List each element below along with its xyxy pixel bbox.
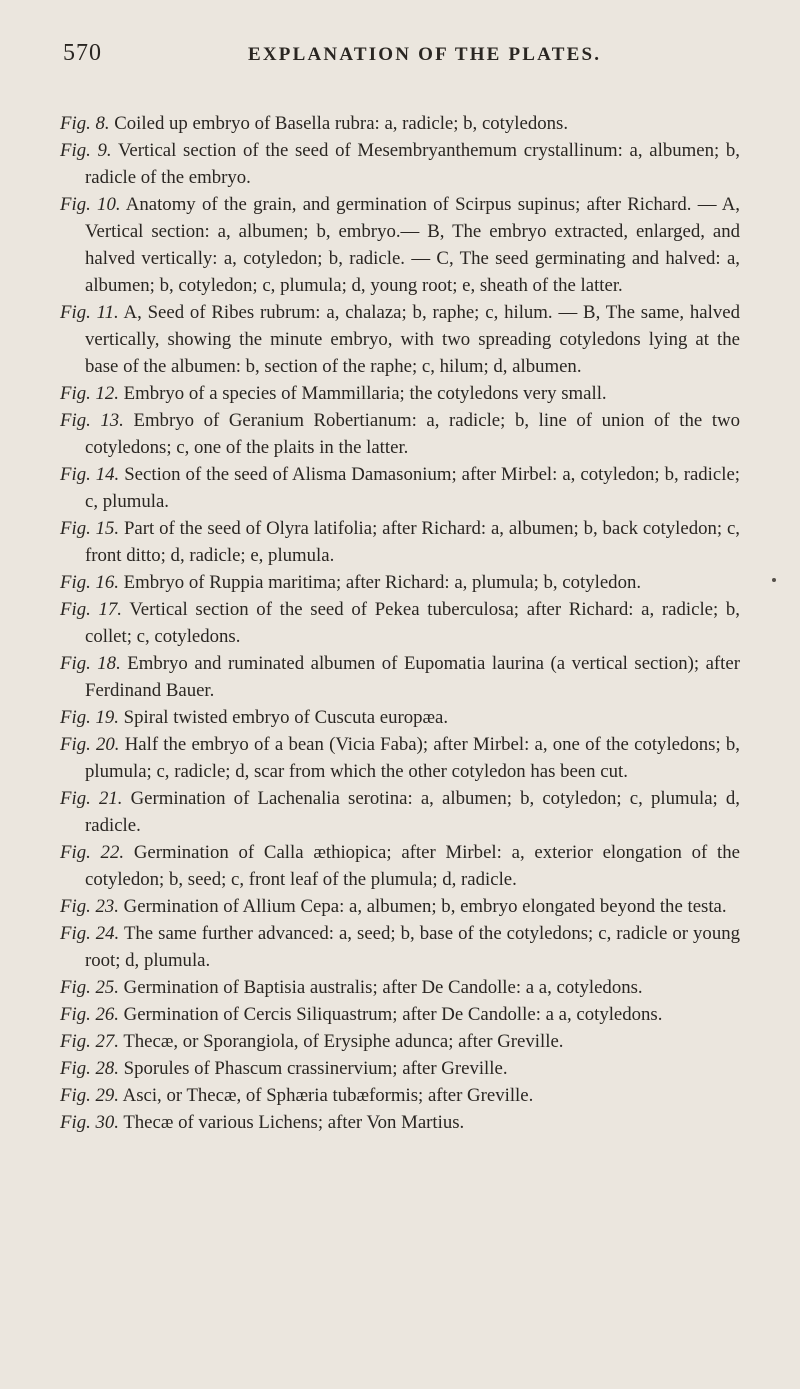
figure-label: Fig. 20. xyxy=(60,734,120,755)
figure-description: Germination of Calla æthiopica; after Mirbel: a, exterior elongation of the cotyledon; b, seed; c, front leaf of the plumula; d, radicle. xyxy=(85,842,740,890)
figure-entry xyxy=(60,1055,740,1082)
figure-description: Asci, or Thecæ, of Sphæria tubæformis; after Greville. xyxy=(122,1085,534,1106)
figure-entry xyxy=(60,515,740,569)
figure-label: Fig. 12. xyxy=(60,383,119,404)
figure-label: Fig. 29. xyxy=(60,1085,119,1106)
figure-description: Section of the seed of Alisma Damasonium; after Mirbel: a, cotyledon; b, radicle; c, plumula. xyxy=(85,464,740,512)
figure-label: Fig. 21. xyxy=(60,788,123,809)
figure-label: Fig. 11. xyxy=(60,302,119,323)
figure-description: Part of the seed of Olyra latifolia; after Richard: a, albumen; b, back cotyledon; c, front ditto; d, radicle; e, plumula. xyxy=(85,518,740,566)
figure-description: The same further advanced: a, seed; b, base of the cotyledons; c, radicle or young root; d, plumula. xyxy=(85,923,740,971)
figure-description: Half the embryo of a bean (Vicia Faba); after Mirbel: a, one of the cotyledons; b, plumula; c, radicle; d, scar from which the other cotyledon has been cut. xyxy=(85,734,740,782)
figure-description: Embryo of Ruppia maritima; after Richard: a, plumula; b, cotyledon. xyxy=(123,572,642,593)
figure-label: Fig. 28. xyxy=(60,1058,119,1079)
figure-entry xyxy=(60,299,740,380)
figure-label: Fig. 8. xyxy=(60,113,110,134)
figure-label: Fig. 27. xyxy=(60,1031,119,1052)
figure-entry xyxy=(60,893,740,920)
figure-description: Embryo of Geranium Robertianum: a, radicle; b, line of union of the two cotyledons; c, one of the plaits in the latter. xyxy=(85,410,740,458)
figure-description: Embryo and ruminated albumen of Eupomatia laurina (a vertical section); after Ferdinand Bauer. xyxy=(85,653,740,701)
figure-label: Fig. 22. xyxy=(60,842,125,863)
figure-description: Vertical section of the seed of Pekea tuberculosa; after Richard: a, radicle; b, collet; c, cotyledons. xyxy=(85,599,740,647)
figure-description: Sporules of Phascum crassinervium; after Greville. xyxy=(123,1058,508,1079)
figure-description: Germination of Baptisia australis; after De Candolle: a a, cotyledons. xyxy=(123,977,643,998)
figure-description: Germination of Allium Cepa: a, albumen; b, embryo elongated beyond the testa. xyxy=(123,896,727,917)
figure-entry xyxy=(60,380,740,407)
figure-label: Fig. 17. xyxy=(60,599,122,620)
figure-label: Fig. 19. xyxy=(60,707,119,728)
figure-entry xyxy=(60,1109,740,1136)
figure-label: Fig. 18. xyxy=(60,653,121,674)
page-header xyxy=(0,40,800,70)
figure-entry xyxy=(60,1082,740,1109)
figure-entry xyxy=(60,137,740,191)
running-head: EXPLANATION OF THE PLATES. xyxy=(248,44,602,65)
figure-label: Fig. 14. xyxy=(60,464,120,485)
figure-entry xyxy=(60,596,740,650)
figure-description: A, Seed of Ribes rubrum: a, chalaza; b, raphe; c, hilum. — B, The same, halved vertically, showing the minute embryo, with two spreading cotyledons lying at the base of the albumen: b, section of the raphe; c, hilum; d, albumen. xyxy=(85,302,740,377)
figure-description: Thecæ of various Lichens; after Von Martius. xyxy=(123,1112,465,1133)
figure-label: Fig. 30. xyxy=(60,1112,119,1133)
figure-entry xyxy=(60,650,740,704)
figure-description: Coiled up embryo of Basella rubra: a, radicle; b, cotyledons. xyxy=(114,113,569,134)
figure-entry xyxy=(60,704,740,731)
figure-entry xyxy=(60,461,740,515)
figure-entry xyxy=(60,569,740,596)
figure-label: Fig. 26. xyxy=(60,1004,119,1025)
figure-label: Fig. 13. xyxy=(60,410,124,431)
figure-description: Thecæ, or Sporangiola, of Erysiphe adunca; after Greville. xyxy=(123,1031,564,1052)
figure-entry xyxy=(60,191,740,299)
paper-speck xyxy=(772,578,776,582)
figure-label: Fig. 9. xyxy=(60,140,112,161)
figure-description: Spiral twisted embryo of Cuscuta europæa. xyxy=(123,707,449,728)
figure-description: Germination of Cercis Siliquastrum; after De Candolle: a a, cotyledons. xyxy=(123,1004,663,1025)
figure-entry xyxy=(60,407,740,461)
figure-explanations xyxy=(60,110,740,1136)
figure-entry xyxy=(60,839,740,893)
figure-label: Fig. 16. xyxy=(60,572,119,593)
figure-label: Fig. 15. xyxy=(60,518,120,539)
figure-entry xyxy=(60,1001,740,1028)
figure-entry xyxy=(60,785,740,839)
figure-description: Germination of Lachenalia serotina: a, albumen; b, cotyledon; c, plumula; d, radicle. xyxy=(85,788,740,836)
page-number: 570 xyxy=(63,40,102,66)
figure-entry xyxy=(60,974,740,1001)
figure-description: Vertical section of the seed of Mesembryanthemum crystallinum: a, albumen; b, radicle of the embryo. xyxy=(85,140,740,188)
figure-entry xyxy=(60,110,740,137)
figure-entry xyxy=(60,1028,740,1055)
figure-description: Anatomy of the grain, and germination of Scirpus supinus; after Richard. — A, Vertical section: a, albumen; b, embryo.— B, The embryo extracted, enlarged, and halved vertically: a, cotyledon; b, radicle. — C, The seed germinating and halved: a, albumen; b, cotyledon; c, plumula; d, young root; e, sheath of the latter. xyxy=(85,194,740,296)
figure-label: Fig. 24. xyxy=(60,923,120,944)
figure-label: Fig. 10. xyxy=(60,194,121,215)
figure-label: Fig. 25. xyxy=(60,977,119,998)
figure-description: Embryo of a species of Mammillaria; the cotyledons very small. xyxy=(123,383,607,404)
figure-entry xyxy=(60,731,740,785)
figure-label: Fig. 23. xyxy=(60,896,119,917)
figure-entry xyxy=(60,920,740,974)
